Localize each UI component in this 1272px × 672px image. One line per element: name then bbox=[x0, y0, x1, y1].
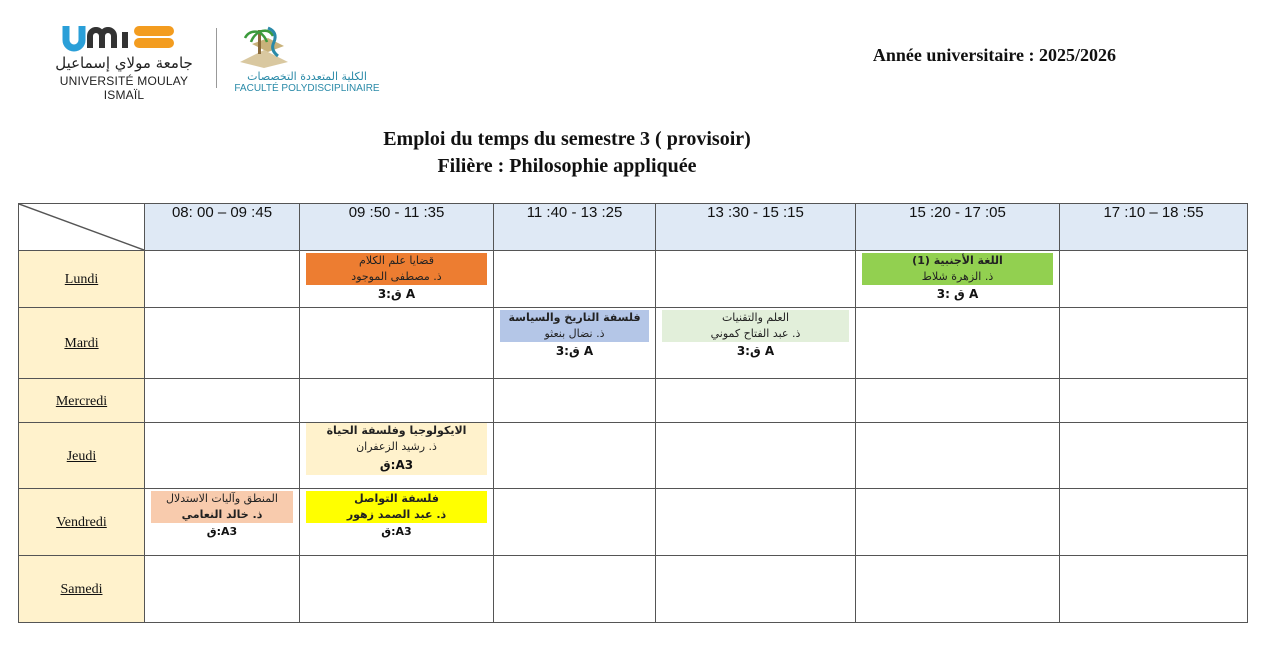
day-label: Vendredi bbox=[56, 515, 107, 530]
corner-cell bbox=[19, 204, 145, 251]
empty-cell bbox=[1060, 308, 1248, 379]
day-label-cell bbox=[19, 308, 145, 379]
course-block bbox=[662, 310, 849, 342]
day-label-cell bbox=[19, 379, 145, 423]
course-name: اللغة الأجنبية (1) bbox=[912, 254, 1003, 267]
university-name-arabic: جامعة مولاي إسماعيل bbox=[55, 54, 193, 72]
empty-cell bbox=[1060, 489, 1248, 556]
course-room: ق:A3 bbox=[206, 525, 238, 538]
course-name: المنطق وآليات الاستدلال bbox=[166, 492, 278, 505]
empty-cell bbox=[856, 308, 1060, 379]
faculty-logo bbox=[232, 24, 382, 94]
course-block bbox=[306, 491, 487, 523]
empty-cell bbox=[1060, 251, 1248, 308]
course-block bbox=[862, 253, 1053, 285]
diagonal-line-icon bbox=[19, 204, 144, 250]
page-title: Emploi du temps du semestre 3 ( provisoir) bbox=[383, 128, 751, 150]
slot-header: 09 :50 - 11 :35 bbox=[300, 204, 494, 251]
empty-cell bbox=[300, 556, 494, 623]
slot-header: 17 :10 – 18 :55 bbox=[1060, 204, 1248, 251]
course-name: فلسفة التواصل bbox=[354, 492, 439, 505]
empty-cell bbox=[494, 251, 656, 308]
day-row-vendredi bbox=[19, 489, 1248, 556]
course-name: فلسفة التاريخ والسياسة bbox=[508, 311, 641, 324]
course-block bbox=[500, 310, 649, 342]
empty-cell bbox=[856, 489, 1060, 556]
course-name: الايكولوجيا وفلسفة الحياة bbox=[326, 424, 467, 437]
course-room: ق:3 A bbox=[377, 287, 416, 301]
course-room: ق:3 A bbox=[736, 344, 775, 358]
empty-cell bbox=[300, 379, 494, 423]
slot-header: 15 :20 - 17 :05 bbox=[856, 204, 1060, 251]
day-row-samedi bbox=[19, 556, 1248, 623]
timetable bbox=[18, 203, 1248, 623]
timetable-header-row bbox=[19, 204, 1248, 251]
course-room: ق:3 A bbox=[555, 344, 594, 358]
empty-cell bbox=[494, 423, 656, 489]
course-cell[interactable] bbox=[300, 251, 494, 308]
course-professor: ذ. مصطفى الموجود bbox=[351, 270, 442, 283]
course-professor: ذ. رشيد الزعفران bbox=[356, 440, 437, 453]
empty-cell bbox=[494, 379, 656, 423]
day-row-mardi bbox=[19, 308, 1248, 379]
day-label-cell bbox=[19, 489, 145, 556]
slot-header: 08: 00 – 09 :45 bbox=[145, 204, 300, 251]
course-professor: ذ. الزهرة شلاط bbox=[921, 270, 994, 283]
course-professor: ذ. خالد النعامي bbox=[181, 508, 263, 521]
empty-cell bbox=[656, 556, 856, 623]
empty-cell bbox=[145, 308, 300, 379]
course-name: العلم والتقنيات bbox=[721, 311, 790, 324]
slot-header: 13 :30 - 15 :15 bbox=[656, 204, 856, 251]
day-label: Jeudi bbox=[66, 448, 97, 464]
course-block bbox=[306, 423, 487, 475]
course-room: ق:A3 bbox=[381, 525, 412, 538]
day-label: Lundi bbox=[64, 272, 99, 287]
course-professor: ذ. عبد الصمد زهور bbox=[346, 508, 447, 521]
course-cell[interactable] bbox=[494, 308, 656, 379]
empty-cell bbox=[145, 379, 300, 423]
course-cell[interactable] bbox=[145, 489, 300, 556]
day-row-jeudi bbox=[19, 423, 1248, 489]
empty-cell bbox=[145, 423, 300, 489]
academic-year: Année universitaire : 2025/2026 bbox=[872, 45, 1116, 65]
empty-cell bbox=[1060, 379, 1248, 423]
empty-cell bbox=[656, 379, 856, 423]
empty-cell bbox=[1060, 556, 1248, 623]
day-row-mercredi bbox=[19, 379, 1248, 423]
course-cell[interactable] bbox=[300, 423, 494, 489]
course-room: ق:A3 bbox=[379, 458, 414, 472]
faculty-emblem-icon bbox=[234, 24, 294, 70]
empty-cell bbox=[494, 556, 656, 623]
day-row-lundi bbox=[19, 251, 1248, 308]
course-cell[interactable] bbox=[656, 308, 856, 379]
empty-cell bbox=[656, 251, 856, 308]
empty-cell bbox=[494, 489, 656, 556]
university-logo bbox=[40, 24, 208, 102]
empty-cell bbox=[856, 556, 1060, 623]
empty-cell bbox=[656, 423, 856, 489]
empty-cell bbox=[856, 379, 1060, 423]
day-label: Samedi bbox=[60, 582, 103, 597]
day-label-cell bbox=[19, 423, 145, 489]
course-room: ق :3 A bbox=[936, 287, 979, 301]
day-label-cell bbox=[19, 556, 145, 623]
course-name: قضايا علم الكلام bbox=[359, 254, 434, 267]
empty-cell bbox=[656, 489, 856, 556]
faculty-name-latin: FACULTÉ POLYDISCIPLINAIRE bbox=[234, 83, 380, 94]
empty-cell bbox=[300, 308, 494, 379]
empty-cell bbox=[145, 556, 300, 623]
course-block bbox=[151, 491, 293, 523]
day-label: Mercredi bbox=[55, 393, 108, 409]
course-cell[interactable] bbox=[856, 251, 1060, 308]
course-cell[interactable] bbox=[300, 489, 494, 556]
day-label-cell bbox=[19, 251, 145, 308]
course-professor: ذ. نضال بنعثو bbox=[544, 327, 605, 340]
university-name-latin: UNIVERSITÉ MOULAY ISMAÏL bbox=[59, 74, 189, 102]
empty-cell bbox=[1060, 423, 1248, 489]
course-block bbox=[306, 253, 487, 285]
umi-logo-icon bbox=[62, 24, 182, 52]
course-professor: ذ. عبد الفتاح كموني bbox=[710, 327, 801, 340]
day-label: Mardi bbox=[64, 336, 99, 351]
logo-divider bbox=[216, 28, 217, 88]
empty-cell bbox=[145, 251, 300, 308]
faculty-name-arabic: الكلية المتعددة التخصصات bbox=[247, 70, 367, 83]
slot-header: 11 :40 - 13 :25 bbox=[494, 204, 656, 251]
empty-cell bbox=[856, 423, 1060, 489]
page-subtitle: Filière : Philosophie appliquée bbox=[437, 155, 697, 177]
